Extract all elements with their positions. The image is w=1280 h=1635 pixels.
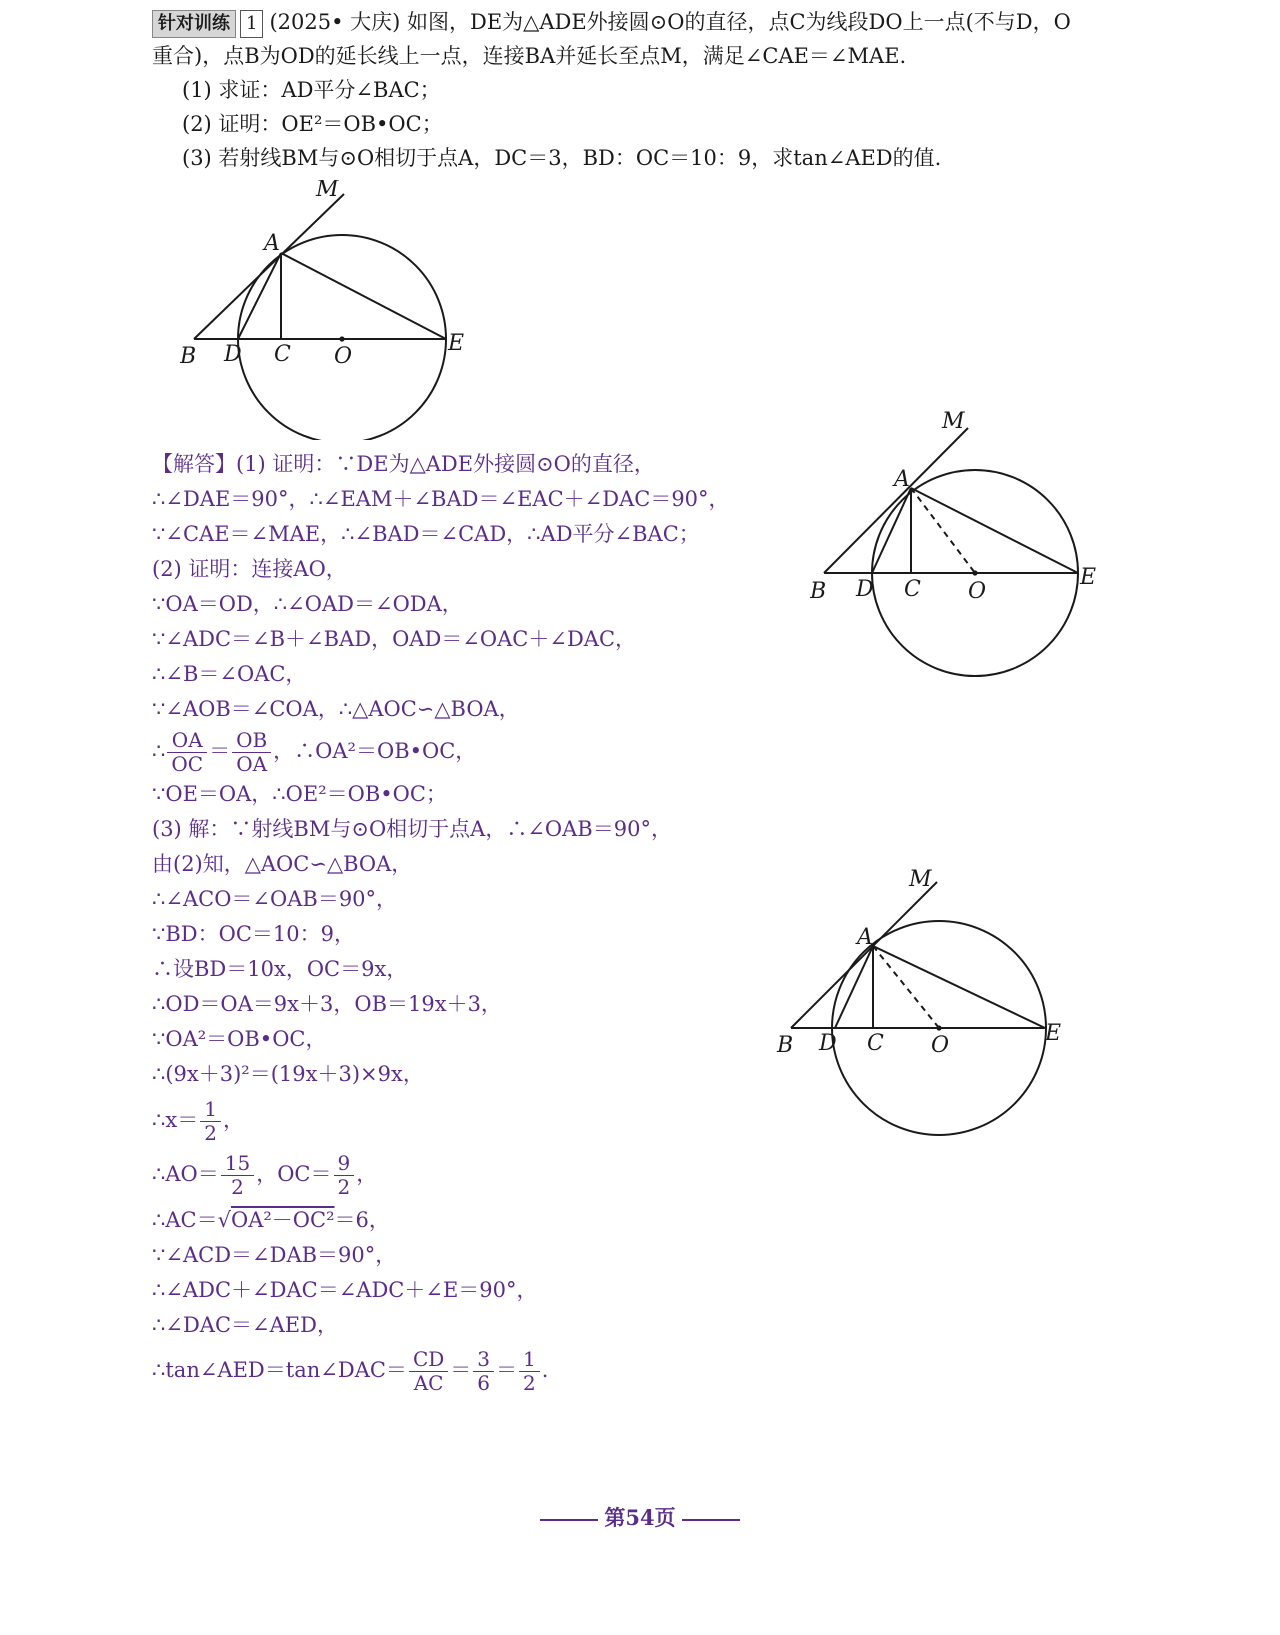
solution-line-1: 【解答】(1) 证明：∵DE为△ADE外接圆⊙O的直径， [152,452,655,476]
solution-line-21 [152,1204,390,1236]
solution-line-2: ∴∠DAE＝90°，∴∠EAM＋∠BAD＝∠EAC＋∠DAC＝90°， [152,487,730,511]
solution-line-23: ∴∠ADC＋∠DAC＝∠ADC＋∠E＝90°， [152,1278,538,1302]
label-e: E [1045,1021,1062,1046]
fraction-cd-ac [409,1348,448,1395]
fraction-denominator: OA [236,752,268,776]
solution-text: . [541,1358,549,1382]
label-e: E [1080,565,1097,590]
geometry-figure-1 [180,180,470,440]
fraction-denominator: AC [413,1371,444,1395]
center-dot [972,570,977,575]
solution-text: ，OC＝ [256,1162,332,1186]
label-o: O [334,344,353,369]
solution-line-15: ∴设BD＝10x，OC＝9x， [152,957,408,981]
fraction-ob-oa [232,729,271,776]
label-d: D [856,577,874,602]
solution-line-19 [152,1094,244,1146]
radicand: OA²－OC² [230,1208,335,1232]
fraction-1-2 [519,1348,540,1395]
question-2: (2) 证明：OE²＝OB•OC； [182,112,443,136]
solution-line-10: ∵OE＝OA，∴OE²＝OB•OC； [152,782,447,806]
fraction-denominator: 2 [204,1121,217,1145]
segment-ad [238,253,281,339]
solution-text: ，∴OA²＝OB•OC， [273,739,477,763]
label-b: B [810,579,827,604]
solution-line-12: 由(2)知，△AOC∽△BOA， [152,852,413,876]
fraction-denominator: 6 [477,1371,491,1395]
fraction-numerator: 3 [473,1348,494,1372]
label-a: A [857,925,873,950]
equals-sign: ＝ [209,739,231,763]
solution-line-16: ∴OD＝OA＝9x＋3，OB＝19x＋3， [152,992,502,1016]
dashed-ao [873,946,939,1028]
solution-line-18: ∴(9x＋3)²＝(19x＋3)×9x， [152,1062,424,1086]
footer-rule-right [682,1519,740,1521]
fraction-numerator: 1 [200,1098,221,1122]
fraction-9-2 [334,1152,355,1199]
fraction-numerator: OA [167,729,207,753]
page-number: 第54页 [604,1505,676,1530]
label-c: C [867,1031,884,1056]
solution-line-3: ∵∠CAE＝∠MAE，∴∠BAD＝∠CAD，∴AD平分∠BAC； [152,522,700,546]
question-3: (3) 若射线BM与⊙O相切于点A，DC＝3，BD：OC＝10：9，求tan∠AED的值. [182,146,942,170]
problem-text-1: (2025• 大庆) 如图，DE为△ADE外接圆⊙O的直径，点C为线段DO上一点(不与D，O [269,10,1071,34]
segment-ae [281,253,446,339]
fraction-3-6 [473,1348,494,1395]
solution-line-22: ∵∠ACD＝∠DAB＝90°， [152,1243,397,1267]
label-o: O [968,579,987,604]
ray-bm [791,882,937,1028]
label-m: M [909,868,932,892]
training-tag: 针对训练 [152,10,236,38]
fraction-oa-oc [167,729,207,776]
label-b: B [777,1033,794,1058]
solution-line-20 [152,1148,377,1200]
solution-line-7: ∴∠B＝∠OAC， [152,662,307,686]
solution-text: ∴tan∠AED＝tan∠DAC＝ [152,1358,407,1382]
problem-number: 1 [240,10,263,38]
therefore-symbol: ∴ [152,739,166,763]
fraction-denominator: 2 [231,1175,244,1199]
fraction-numerator: 9 [334,1152,355,1176]
solution-text: ， [222,1108,244,1132]
solution-text: ∴AC＝√ [152,1208,231,1232]
fraction-numerator: OB [232,729,271,753]
ray-bm [824,428,968,573]
label-d: D [819,1031,837,1056]
center-dot [936,1025,941,1030]
solution-text: ， [356,1162,378,1186]
center-dot [339,336,344,341]
fraction-numerator: 1 [519,1348,540,1372]
equals-sign: ＝ [450,1358,472,1382]
solution-line-4: (2) 证明：连接AO， [152,557,347,581]
fraction-15-2 [221,1152,254,1199]
label-e: E [448,331,465,356]
fraction-numerator: CD [409,1348,448,1372]
question-1: (1) 求证：AD平分∠BAC； [182,78,441,102]
problem-line-2: 重合)，点B为OD的延长线上一点，连接BA并延长至点M，满足∠CAE＝∠MAE. [152,44,907,68]
dashed-ao [911,488,975,573]
solution-line-11: (3) 解：∵射线BM与⊙O相切于点A，∴∠OAB＝90°， [152,817,672,841]
solution-line-24: ∴∠DAC＝∠AED， [152,1313,338,1337]
label-a: A [264,231,280,256]
solution-line-14: ∵BD：OC＝10：9， [152,922,355,946]
solution-line-6: ∵∠ADC＝∠B＋∠BAD，OAD＝∠OAC＋∠DAC， [152,627,637,651]
page-footer [0,1502,1280,1532]
geometry-figure-2 [810,408,1110,678]
fraction-denominator: 2 [337,1175,351,1199]
fraction-one-half [200,1098,221,1145]
solution-text: ∴AO＝ [152,1162,219,1186]
solution-line-25 [152,1344,548,1396]
label-a: A [894,467,910,492]
solution-line-5: ∵OA＝OD，∴∠OAD＝∠ODA， [152,592,463,616]
fraction-numerator: 15 [221,1152,254,1176]
label-m: M [942,409,965,434]
ray-bm [194,194,344,339]
equals-sign: ＝ [496,1358,518,1382]
segment-ae [911,488,1078,573]
label-c: C [904,577,921,602]
solution-line-13: ∴∠ACO＝∠OAB＝90°， [152,887,398,911]
geometry-figure-3 [775,868,1075,1138]
label-d: D [224,342,242,367]
fraction-denominator: OC [171,752,204,776]
fraction-denominator: 2 [523,1371,536,1395]
label-o: O [931,1033,950,1058]
solution-text: ＝6， [334,1208,390,1232]
label-c: C [274,342,291,367]
solution-line-17: ∵OA²＝OB•OC， [152,1027,327,1051]
footer-rule-left [540,1519,598,1521]
problem-line-1 [152,6,1071,38]
segment-ad [872,488,911,573]
solution-text: ∴x＝ [152,1108,199,1132]
label-m: M [316,180,339,202]
solution-line-8: ∵∠AOB＝∠COA，∴△AOC∽△BOA， [152,697,520,721]
solution-line-9 [152,725,476,777]
label-b: B [180,344,197,369]
